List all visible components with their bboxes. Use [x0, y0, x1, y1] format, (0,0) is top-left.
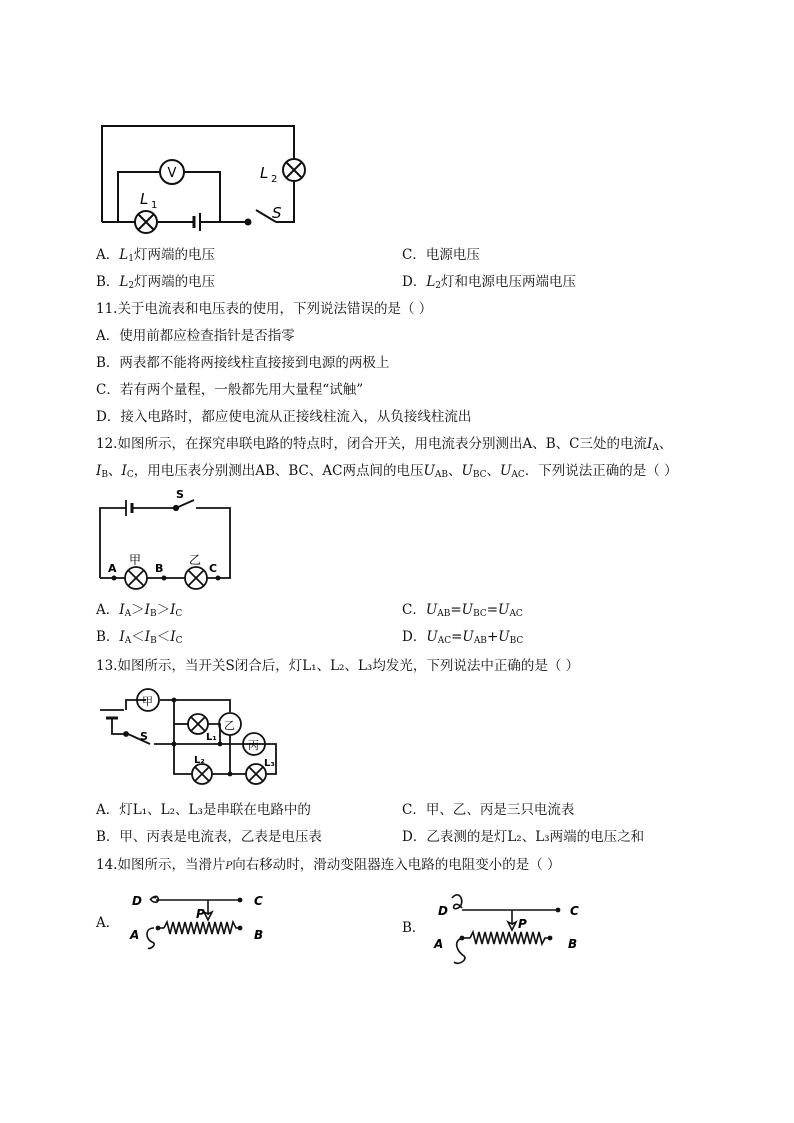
- q12-point-a: A: [108, 562, 117, 575]
- q14b-terminal-c: C: [570, 904, 579, 918]
- q13-lamp-l2: L₂: [194, 755, 205, 766]
- q12-circuit-figure: [96, 488, 236, 588]
- q10-circuit-figure: [96, 122, 306, 232]
- l1-label: L: [140, 190, 149, 208]
- q10-option-c: C．电源电压: [402, 247, 480, 263]
- switch-s-label: S: [272, 204, 282, 222]
- l2-sub: 2: [271, 174, 278, 185]
- q14a-terminal-b: B: [254, 928, 264, 942]
- q13-circuit-figure: [96, 686, 286, 790]
- q10-option-b: B．$L_2$灯两端的电压: [96, 274, 216, 291]
- q14b-terminal-b: B: [568, 937, 578, 951]
- q12-lamp-jia: 甲: [129, 553, 142, 567]
- q12-stem-line2: $I_B$、$I_C$，用电压表分别测出AB、BC、AC两点间的电压$U_{AB}$、$U_{BC}$、$U_{AC}$．下列说法正确的是（ ）: [96, 463, 678, 480]
- q12-point-b: B: [155, 562, 164, 575]
- q14-stem: 14.如图所示，当滑片P向右移动时，滑动变阻器连入电路的电阻变小的是（ ）: [96, 857, 561, 873]
- q14b-terminal-a: A: [434, 937, 444, 951]
- l1-sub: 1: [151, 200, 158, 211]
- q11-option-d: D．接入电路时，都应使电流从正接线柱流入，从负接线柱流出: [96, 409, 472, 425]
- q14-rheostat-figure-a: [128, 888, 278, 958]
- q12-point-c: C: [209, 562, 218, 575]
- q13-switch-label: S: [140, 730, 148, 743]
- q12-lamp-yi: 乙: [189, 553, 202, 567]
- q14b-slider-p: P: [518, 917, 527, 931]
- q11-option-c: C．若有两个量程，一般都先用大量程“试触”: [96, 382, 364, 398]
- q12-option-a: A．$I_A>I_B>I_C$: [96, 602, 183, 619]
- q12-switch-label: S: [176, 488, 184, 501]
- q13-meter-bing: 丙: [248, 739, 259, 752]
- q13-meter-yi: 乙: [224, 719, 235, 732]
- q14a-terminal-d: D: [132, 894, 142, 908]
- q12-option-d: D．$U_{AC}=U_{AB}+U_{BC}$: [402, 629, 524, 646]
- q10-option-a: A．$L_1$灯两端的电压: [96, 247, 215, 264]
- q14a-terminal-a: A: [130, 928, 140, 942]
- q10-option-d: D．$L_2$灯和电源电压两端电压: [402, 274, 577, 291]
- q14-rheostat-figure-b: [432, 890, 592, 972]
- q11-option-a: A．使用前都应检查指针是否指零: [96, 328, 295, 344]
- voltmeter-label: V: [167, 166, 177, 181]
- l2-label: L: [260, 164, 269, 182]
- q14a-slider-p: P: [196, 907, 205, 921]
- q13-stem: 13.如图所示，当开关S闭合后，灯L₁、L₂、L₃均发光，下列说法中正确的是（ ）: [96, 658, 580, 674]
- q12-stem-line1: 12.如图所示，在探究串联电路的特点时，闭合开关，用电流表分别测出A、B、C三处的电流$I_A$、: [96, 436, 673, 453]
- q13-option-c: C．甲、乙、丙是三只电流表: [402, 802, 575, 818]
- q11-option-b: B．两表都不能将两接线柱直接接到电源的两极上: [96, 355, 390, 371]
- q14a-terminal-c: C: [254, 894, 263, 908]
- q13-option-a: A．灯L₁、L₂、L₃是串联在电路中的: [96, 802, 311, 818]
- q13-lamp-l1: L₁: [206, 732, 217, 743]
- q13-meter-jia: 甲: [142, 695, 153, 708]
- q11-stem: 11.关于电流表和电压表的使用，下列说法错误的是（ ）: [96, 301, 433, 317]
- q13-option-d: D．乙表测的是灯L₂、L₃两端的电压之和: [402, 829, 645, 845]
- q13-option-b: B．甲、丙表是电流表，乙表是电压表: [96, 829, 322, 845]
- q14-option-a-letter: A．: [96, 915, 120, 931]
- q12-option-c: C．$U_{AB}=U_{BC}=U_{AC}$: [402, 602, 523, 619]
- q12-option-b: B．$I_A<I_B<I_C$: [96, 629, 183, 646]
- q13-lamp-l3: L₃: [264, 758, 275, 769]
- q14-option-b-letter: B．: [402, 920, 426, 936]
- q14b-terminal-d: D: [438, 904, 448, 918]
